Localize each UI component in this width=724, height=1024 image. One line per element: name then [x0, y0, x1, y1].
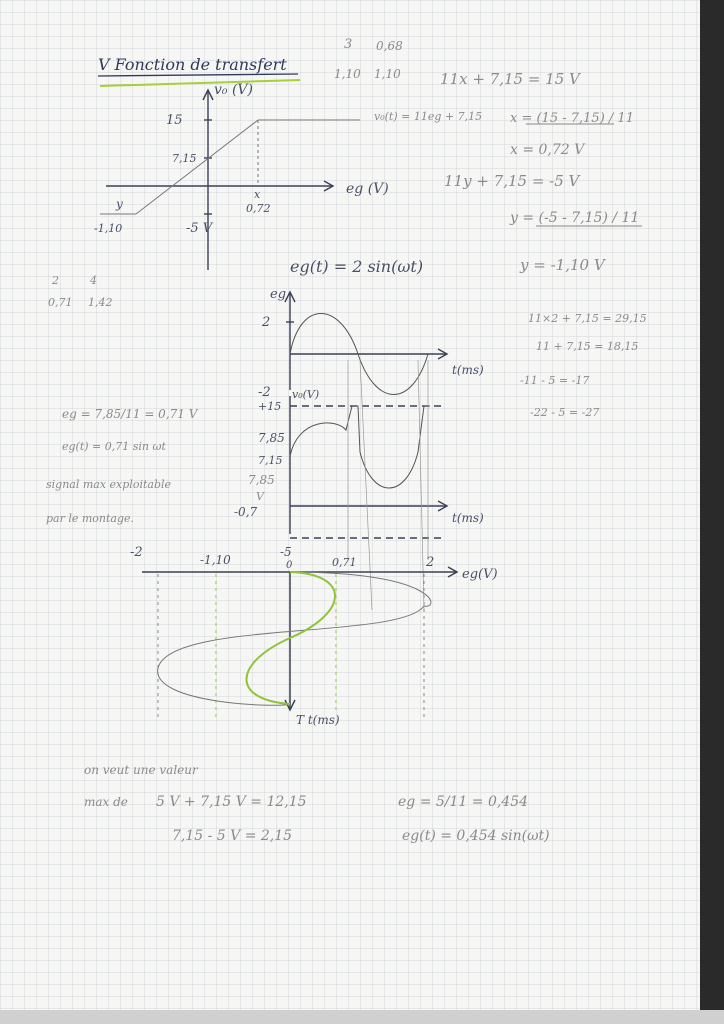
- graph3-l5: V: [256, 490, 264, 503]
- note-eg: eg = 7,85/11 = 0,71 V: [62, 407, 198, 421]
- graph4-t4: 0: [286, 560, 293, 571]
- graph4-t5: 0,71: [332, 556, 357, 569]
- graph3-l6: -0,7: [234, 505, 258, 519]
- graph4-t2: -1,10: [200, 553, 231, 567]
- note-110b: 1,10: [374, 67, 401, 81]
- graph3-l1: +15: [258, 400, 282, 413]
- bottom-l1: on veut une valeur: [84, 763, 198, 777]
- calc-line-2: x = (15 - 7,15) / 11: [510, 111, 634, 126]
- side-142: 1,42: [88, 296, 113, 309]
- page-title: V Fonction de transfert: [98, 55, 287, 74]
- page-binding-edge: [700, 0, 724, 1024]
- graph3-l2: 7,85: [258, 431, 285, 445]
- calc-mid-3: -11 - 5 = -17: [520, 374, 590, 387]
- bottom-c1: 5 V + 7,15 V = 12,15: [156, 794, 307, 810]
- graph1-xneg110: -1,10: [94, 222, 123, 235]
- graph1-equation: v₀(t) = 11eg + 7,15: [374, 110, 483, 123]
- graph1-ylabel: v₀ (V): [214, 82, 254, 98]
- graph1-y15: 15: [166, 113, 183, 128]
- bottom-r1: eg = 5/11 = 0,454: [398, 794, 529, 810]
- graph2-xlabel: t(ms): [452, 363, 484, 377]
- calc-mid-2: 11 + 7,15 = 18,15: [536, 340, 639, 353]
- graph4-t3: -5: [280, 545, 292, 559]
- note-signal: signal max exploitable: [46, 478, 172, 491]
- calc-line-1: 11x + 7,15 = 15 V: [440, 70, 580, 88]
- bottom-c2: 7,15 - 5 V = 2,15: [172, 828, 293, 844]
- bottom-l2: max de: [84, 795, 128, 809]
- side-071: 0,71: [48, 296, 73, 309]
- graph1-mark-x: x: [254, 188, 261, 201]
- eg-equation: eg(t) = 2 sin(ωt): [290, 257, 424, 276]
- graph2-amp: 2: [262, 315, 271, 330]
- calc-line-6: y = -1,10 V: [520, 256, 605, 274]
- graph3-ylabel: v₀(V): [292, 388, 320, 401]
- calc-line-4: 11y + 7,15 = -5 V: [444, 172, 580, 190]
- calc-line-5: y = (-5 - 7,15) / 11: [510, 210, 640, 226]
- graph1-yneg5: -5 V: [186, 221, 213, 236]
- note-egt: eg(t) = 0,71 sin ωt: [62, 440, 166, 453]
- graph3-xlabel: t(ms): [452, 511, 484, 525]
- graph4-t6: 2: [426, 555, 435, 570]
- graph4-xlabel: eg(V): [462, 567, 498, 582]
- graph3-l4: 7,85: [248, 473, 275, 487]
- note-montage: par le montage.: [46, 512, 135, 525]
- graph2-neg: -2: [258, 385, 271, 400]
- graph1-xlabel: eg (V): [346, 181, 389, 197]
- calc-mid-1: 11×2 + 7,15 = 29,15: [528, 312, 647, 325]
- graph4-t1: -2: [130, 545, 143, 560]
- graph1-x072: 0,72: [246, 202, 271, 215]
- note-3: 3: [344, 37, 353, 52]
- graph1-mark-y: y: [116, 197, 123, 211]
- graph1-y715: 7,15: [172, 152, 197, 165]
- note-110a: 1,10: [334, 67, 361, 81]
- calc-line-3: x = 0,72 V: [510, 142, 585, 158]
- calc-mid-4: -22 - 5 = -27: [530, 406, 600, 419]
- bottom-r2: eg(t) = 0,454 sin(ωt): [402, 828, 550, 844]
- side-4: 4: [90, 274, 97, 287]
- side-2: 2: [52, 274, 59, 287]
- graph4-ylabel: T t(ms): [296, 713, 340, 727]
- graph3-l3: 7,15: [258, 454, 283, 467]
- note-068: 0,68: [376, 39, 403, 53]
- graph2-ylabel: eg: [270, 287, 287, 302]
